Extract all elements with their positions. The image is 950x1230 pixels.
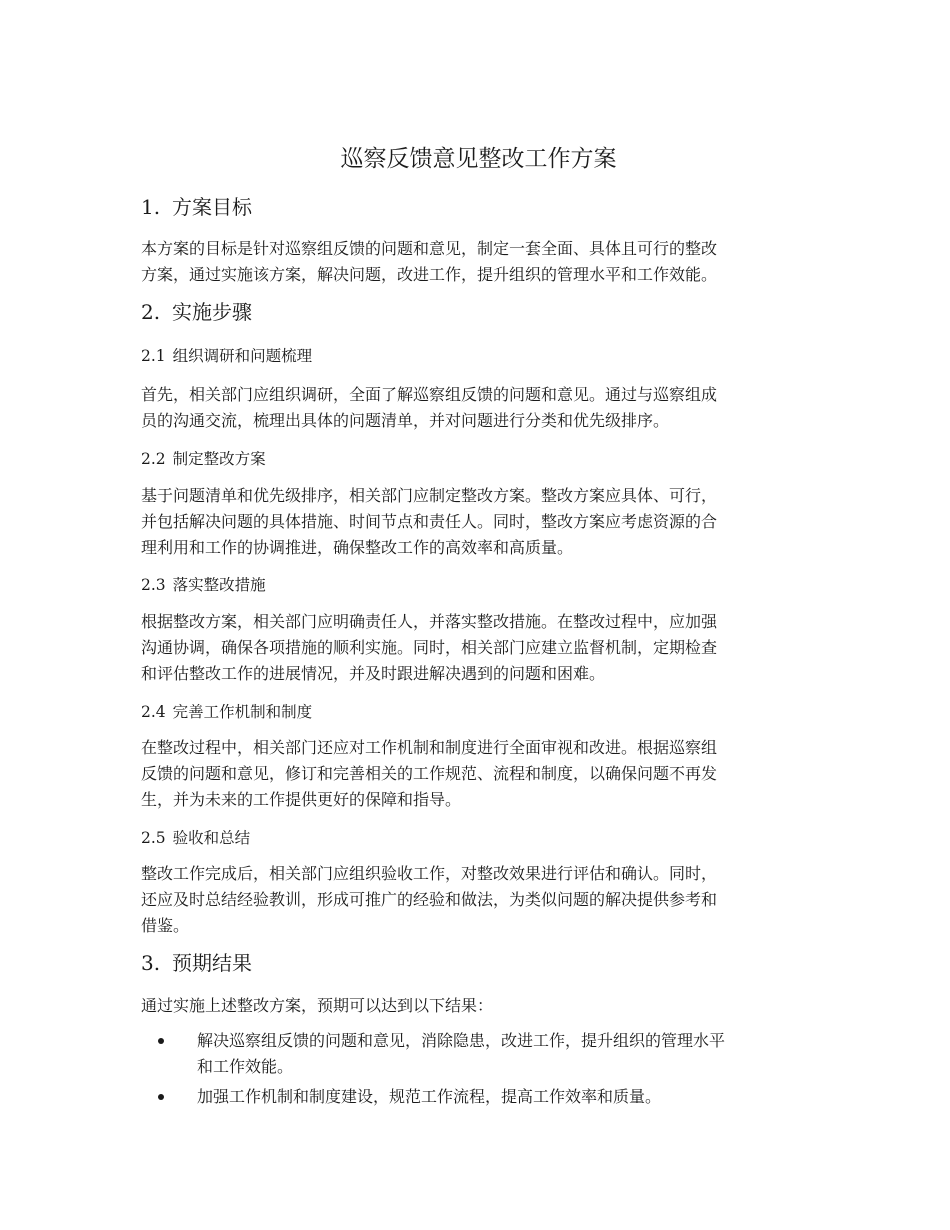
paragraph-line: 基于问题清单和优先级排序，相关部门应制定整改方案。整改方案应具体、可行， [141, 486, 718, 505]
subsection-title: 验收和总结 [172, 829, 251, 847]
bullet-icon [158, 1038, 164, 1044]
subsection-heading-2-4 [141, 701, 312, 723]
paragraph-line: 反馈的问题和意见，修订和完善相关的工作规范、流程和制度，以确保问题不再发 [141, 764, 718, 783]
paragraph-line: 借鉴。 [141, 916, 190, 935]
expected-results-list [141, 1028, 816, 1110]
paragraph-line: 和评估整改工作的进展情况，并及时跟进解决遇到的问题和困难。 [141, 664, 606, 683]
subsection-title: 完善工作机制和制度 [172, 703, 313, 721]
subsection-2-2-paragraph [141, 483, 816, 561]
subsection-number: 2.5 [141, 829, 166, 847]
section-1-paragraph [141, 236, 816, 288]
paragraph-line: 生，并为未来的工作提供更好的保障和指导。 [141, 790, 462, 809]
paragraph-line: 本方案的目标是针对巡察组反馈的问题和意见，制定一套全面、具体且可行的整改 [141, 239, 718, 258]
subsection-number: 2.1 [141, 347, 166, 365]
paragraph-line: 理利用和工作的协调推进，确保整改工作的高效率和高质量。 [141, 538, 574, 557]
subsection-number: 2.3 [141, 576, 166, 594]
list-item [141, 1084, 816, 1110]
list-item-line: 和工作效能。 [197, 1057, 294, 1076]
subsection-heading-2-5 [141, 827, 250, 849]
subsection-2-4-paragraph [141, 735, 816, 813]
list-item-line: 解决巡察组反馈的问题和意见，消除隐患，改进工作，提升组织的管理水平 [197, 1031, 726, 1050]
paragraph-line: 通过实施上述整改方案，预期可以达到以下结果： [141, 996, 494, 1015]
subsection-heading-2-2 [141, 448, 266, 470]
section-heading-1 [141, 193, 252, 221]
subsection-2-1-paragraph [141, 382, 816, 434]
paragraph-line: 整改工作完成后，相关部门应组织验收工作，对整改效果进行评估和确认。同时， [141, 864, 718, 883]
section-heading-3 [141, 949, 252, 977]
paragraph-line: 根据整改方案，相关部门应明确责任人，并落实整改措施。在整改过程中，应加强 [141, 612, 718, 631]
section-title: 方案目标 [172, 195, 252, 219]
paragraph-line: 还应及时总结经验教训，形成可推广的经验和做法，为类似问题的解决提供参考和 [141, 890, 718, 909]
subsection-heading-2-1 [141, 345, 312, 367]
paragraph-line: 在整改过程中，相关部门还应对工作机制和制度进行全面审视和改进。根据巡察组 [141, 738, 718, 757]
list-item [141, 1028, 816, 1080]
section-number: 1. [141, 195, 161, 219]
section-title: 实施步骤 [172, 300, 252, 324]
section-title: 预期结果 [172, 951, 252, 975]
document-title: 巡察反馈意见整改工作方案 [340, 146, 617, 172]
subsection-number: 2.4 [141, 703, 166, 721]
section-number: 2. [141, 300, 161, 324]
subsection-title: 落实整改措施 [172, 576, 266, 594]
section-number: 3. [141, 951, 161, 975]
list-item-line: 加强工作机制和制度建设，规范工作流程，提高工作效率和质量。 [197, 1087, 662, 1106]
subsection-number: 2.2 [141, 450, 166, 468]
paragraph-line: 并包括解决问题的具体措施、时间节点和责任人。同时，整改方案应考虑资源的合 [141, 512, 718, 531]
paragraph-line: 员的沟通交流，梳理出具体的问题清单，并对问题进行分类和优先级排序。 [141, 411, 670, 430]
subsection-title: 制定整改方案 [172, 450, 266, 468]
subsection-heading-2-3 [141, 574, 266, 596]
section-heading-2 [141, 298, 252, 326]
paragraph-line: 沟通协调，确保各项措施的顺利实施。同时，相关部门应建立监督机制，定期检查 [141, 638, 718, 657]
paragraph-line: 首先，相关部门应组织调研，全面了解巡察组反馈的问题和意见。通过与巡察组成 [141, 385, 718, 404]
bullet-icon [158, 1094, 164, 1100]
section-3-paragraph [141, 993, 816, 1019]
subsection-2-5-paragraph [141, 861, 816, 939]
subsection-2-3-paragraph [141, 609, 816, 687]
paragraph-line: 方案，通过实施该方案，解决问题，改进工作，提升组织的管理水平和工作效能。 [141, 265, 718, 284]
subsection-title: 组织调研和问题梳理 [172, 347, 313, 365]
